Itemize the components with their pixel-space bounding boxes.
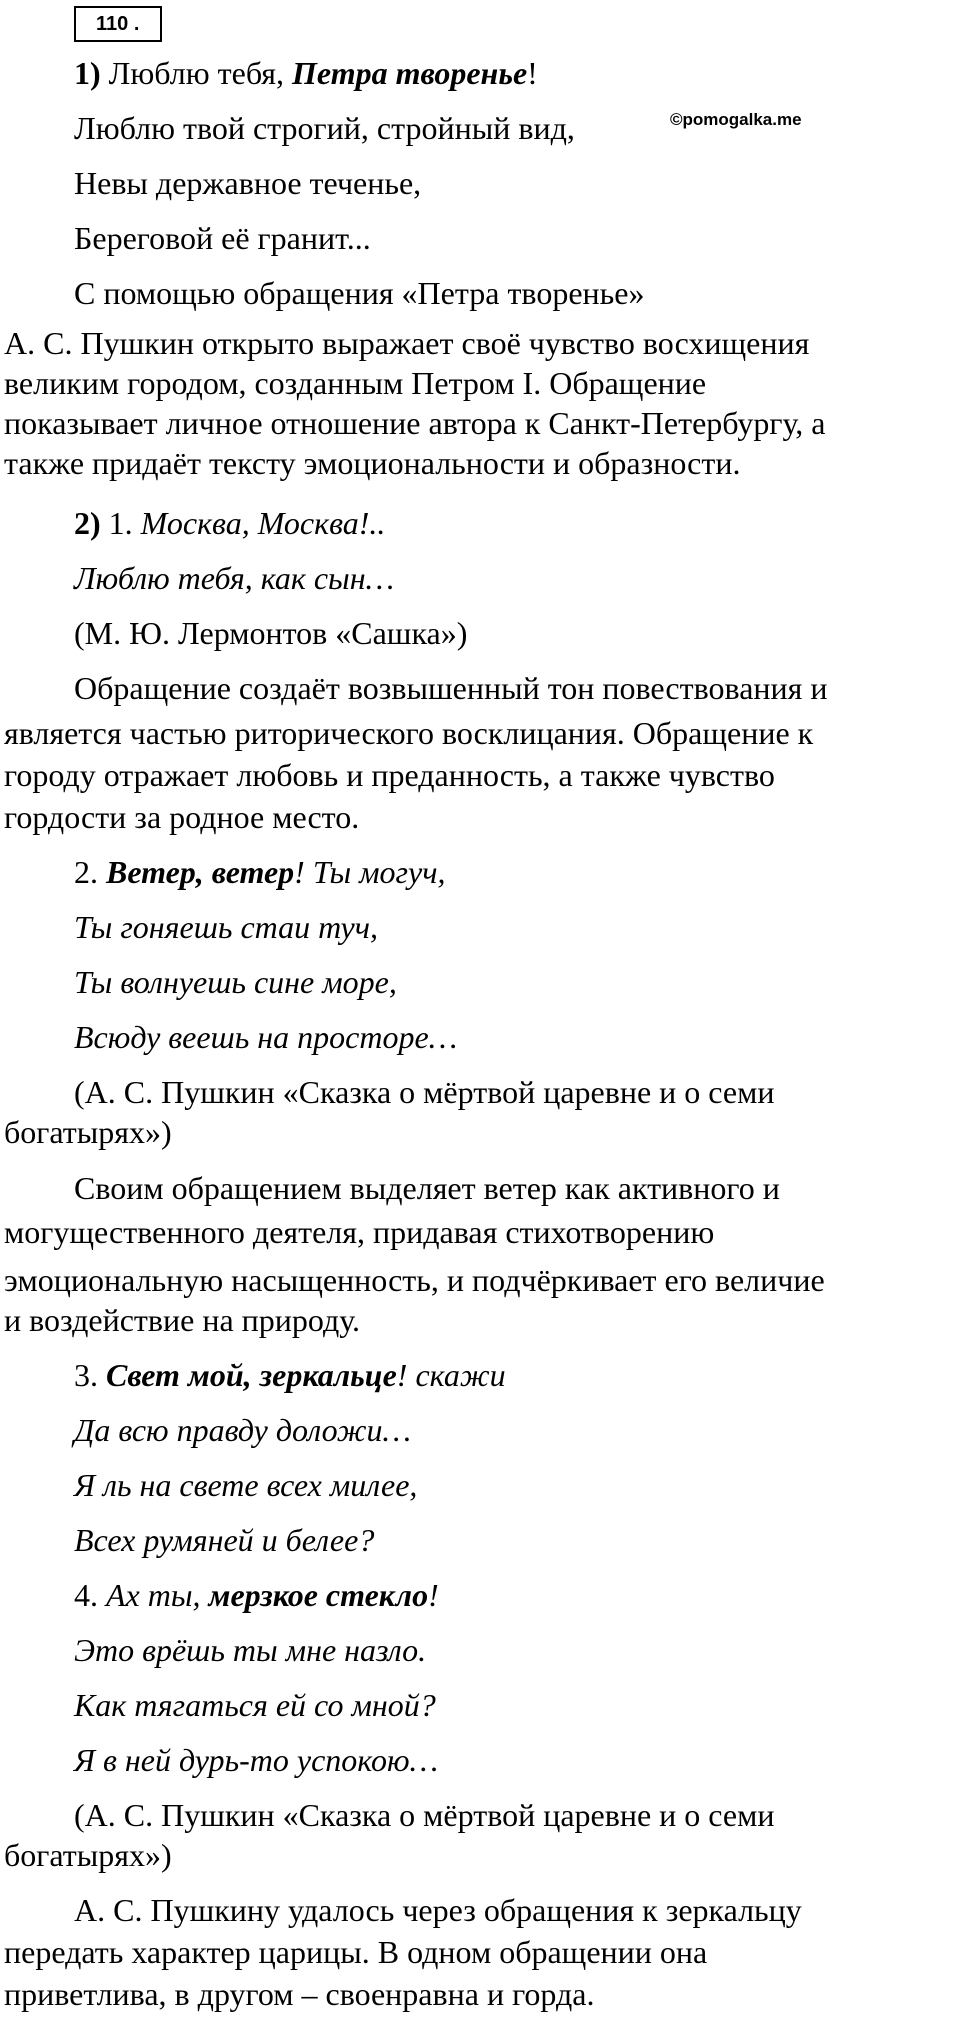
p3-l1-address: Ветер, ветер xyxy=(106,854,295,890)
p1-text-2: А. С. Пушкин открыто выражает своё чувство восхищения xyxy=(4,325,810,361)
p5-l1-d: ! xyxy=(428,1577,439,1613)
p2-l1-a: 1. xyxy=(100,505,141,541)
p1-text-4: показывает личное отношение автора к Санкт-Петербургу, а xyxy=(4,405,826,441)
p5-line-1 xyxy=(74,1575,439,1615)
p3-line-3: Ты волнуешь сине море, xyxy=(74,964,397,1000)
p3-source-2: богатырях») xyxy=(4,1114,172,1150)
p5-source-2: богатырях») xyxy=(4,1837,172,1873)
p4-line-4: Всех румяней и белее? xyxy=(74,1522,375,1558)
p1-text-5: также придаёт тексту эмоциональности и образности. xyxy=(4,445,741,481)
p5-l1-a: 4. xyxy=(74,1577,106,1613)
p5-text-2: передать характер царицы. В одном обращении она xyxy=(4,1934,708,1970)
p2-text-2: является частью риторического восклицания. Обращение к xyxy=(4,715,814,751)
p3-line-4: Всюду веешь на просторе… xyxy=(74,1019,458,1055)
p3-text-3: эмоциональную насыщенность, и подчёркивает его величие xyxy=(4,1262,825,1298)
p1-text-3: великим городом, созданным Петром I. Обращение xyxy=(4,365,707,401)
p3-line-2: Ты гоняешь стаи туч, xyxy=(74,909,378,945)
p1-num: 1) xyxy=(74,55,101,91)
watermark: ©pomogalka.me xyxy=(670,110,802,129)
p2-text-4: гордости за родное место. xyxy=(4,799,360,835)
p2-source: (М. Ю. Лермонтов «Сашка») xyxy=(74,615,468,651)
p2-l1-b: Москва, Москва!.. xyxy=(140,505,386,541)
p1-line-3: Невы державное теченье, xyxy=(74,165,422,201)
p1-l1-a: Люблю тебя, xyxy=(100,55,293,91)
p1-l1-c: ! xyxy=(527,55,538,91)
p4-line-3: Я ль на свете всех милее, xyxy=(74,1467,418,1503)
p3-text-4: и воздействие на природу. xyxy=(4,1302,361,1338)
p1-l1-address: Петра творенье xyxy=(292,55,528,91)
p2-line-1 xyxy=(74,503,385,543)
p4-l1-c: ! скажи xyxy=(396,1357,506,1393)
p4-line-2: Да всю правду доложи… xyxy=(74,1412,411,1448)
p4-l1-address: Свет мой, зеркальце xyxy=(106,1357,397,1393)
p4-line-1 xyxy=(74,1355,506,1395)
p3-line-1 xyxy=(74,852,446,892)
task-number-box: 110 . xyxy=(74,6,162,42)
p5-l1-address: мерзкое стекло xyxy=(208,1577,429,1613)
p5-l1-b: Ах ты, xyxy=(106,1577,209,1613)
p3-text-2: могущественного деятеля, придавая стихотворению xyxy=(4,1214,715,1250)
p3-source-1: (А. С. Пушкин «Сказка о мёртвой царевне и о семи xyxy=(74,1074,775,1110)
p5-line-3: Как тягаться ей со мной? xyxy=(74,1687,436,1723)
p4-l1-a: 3. xyxy=(74,1357,106,1393)
p5-text-1: А. С. Пушкину удалось через обращения к зеркальцу xyxy=(74,1892,802,1928)
p2-line-2: Люблю тебя, как сын… xyxy=(74,560,395,596)
p1-line-1 xyxy=(74,53,538,93)
p5-source-1: (А. С. Пушкин «Сказка о мёртвой царевне и о семи xyxy=(74,1797,775,1833)
p3-l1-a: 2. xyxy=(74,854,106,890)
p3-l1-c: ! Ты могуч, xyxy=(294,854,446,890)
p1-text-1: С помощью обращения «Петра творенье» xyxy=(74,275,645,311)
p2-text-3: городу отражает любовь и преданность, а также чувство xyxy=(4,757,775,793)
p1-line-2: Люблю твой строгий, стройный вид, xyxy=(74,110,575,146)
p1-line-4: Береговой её гранит... xyxy=(74,220,371,256)
p5-text-3: приветлива, в другом – своенравна и горда. xyxy=(4,1976,595,2012)
p5-line-4: Я в ней дурь-то успокою… xyxy=(74,1742,439,1778)
p3-text-1: Своим обращением выделяет ветер как активного и xyxy=(74,1170,780,1206)
p2-text-1: Обращение создаёт возвышенный тон повествования и xyxy=(74,670,828,706)
p5-line-2: Это врёшь ты мне назло. xyxy=(74,1632,427,1668)
p2-num: 2) xyxy=(74,505,101,541)
